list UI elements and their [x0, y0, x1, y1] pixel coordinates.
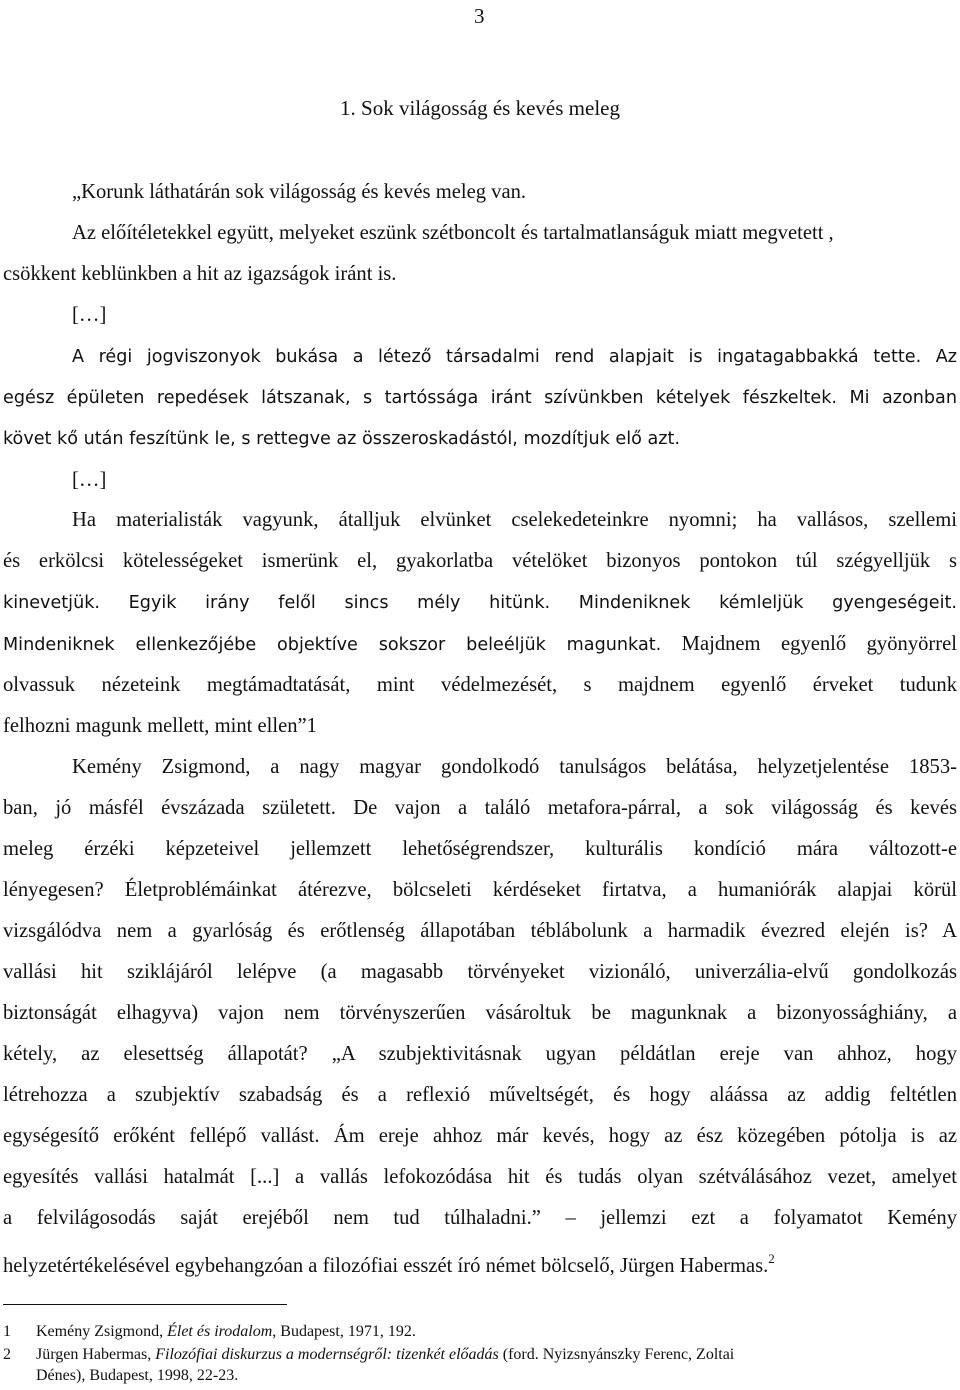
footnote-title: Élet és irodalom	[167, 1323, 273, 1340]
paragraph-line: létrehozza a szubjektív szabadság és a reflexió műveltségét, és hogy aláássa az addig feltétlen	[3, 1084, 957, 1106]
paragraph-line: a felvilágosodás saját erejéből nem tud túlhaladni.” – jellemzi ezt a folyamatot Kemény	[3, 1207, 957, 1229]
chapter-title: 1. Sok világosság és kevés meleg	[340, 96, 620, 120]
footnote-text: Jürgen Habermas,	[36, 1346, 156, 1363]
footnote-title: Filozófiai diskurzus a modernségről: tizenkét előadás	[155, 1346, 499, 1363]
quote-line: A régi jogviszonyok bukása a létező társadalmi rend alapjait is ingatagabbakká tette. Az	[72, 347, 957, 367]
ellipsis-marker: […]	[72, 304, 107, 326]
paragraph-text: helyzetértékelésével egybehangzóan a filozófiai esszét író német bölcselő, Jürgen Habermas.	[3, 1255, 769, 1277]
footnote	[3, 1345, 734, 1365]
footnote-ref: 2	[768, 1251, 775, 1266]
ellipsis-marker: […]	[72, 469, 107, 491]
quote-line: kinevetjük. Egyik irány felől sincs mély hitünk. Mindeniknek kémleljük gyengeségeit.	[3, 593, 957, 613]
footnote-continuation: Dénes), Budapest, 1998, 22-23.	[36, 1367, 239, 1384]
page-number: 3	[474, 4, 485, 28]
quote-line	[3, 632, 957, 657]
footnote-text: , Budapest, 1971, 192.	[272, 1323, 416, 1340]
footnote-text: (ford. Nyizsnyánszky Ferenc, Zoltai	[498, 1346, 735, 1363]
quote-line: Az előítéletekkel együtt, melyeket eszünk szétboncolt és tartalmatlanságuk miatt megvetett ,	[72, 222, 834, 244]
paragraph-line: vizsgálódva nem a gyarlóság és erőtlenség állapotában téblábolunk a harmadik évezred elején is? A	[3, 920, 957, 942]
footnote-number: 2	[3, 1346, 11, 1363]
footnote-number: 1	[3, 1323, 11, 1340]
paragraph-line	[3, 1247, 775, 1278]
quote-segment: Mindeniknek ellenkezőjébe objektíve sokszor beleéljük magunkat.	[3, 635, 662, 655]
paragraph-line: kétely, az elesettség állapotát? „A szubjektivitásnak ugyan példátlan ereje van ahhoz, hogy	[3, 1043, 957, 1065]
paragraph-line: Kemény Zsigmond, a nagy magyar gondolkodó tanulságos belátása, helyzetjelentése 1853-	[72, 756, 957, 778]
quote-line: és erkölcsi kötelességeket ismerünk el, gyakorlatba vételöket bizonyos pontokon túl szégyelljük s	[3, 550, 957, 572]
quote-line: „Korunk láthatárán sok világosság és kevés meleg van.	[72, 181, 527, 203]
quote-line: követ kő után feszítünk le, s rettegve az összeroskadástól, mozdítjuk elő azt.	[3, 429, 680, 449]
paragraph-line: ban, jó másfél évszázada született. De vajon a találó metafora-párral, a sok világosság és kevés	[3, 797, 957, 819]
quote-segment: Majdnem egyenlő gyönyörrel	[661, 633, 957, 655]
paragraph-line: vallási hit sziklájáról lelépve (a magasabb törvényeket vizionáló, univerzália-elvű gondolkozás	[3, 961, 957, 983]
quote-line: egész épületen repedések látszanak, s tartóssága iránt szívünkben kételyek fészkeltek. Mi azonban	[3, 388, 957, 408]
footnote-text: Kemény Zsigmond,	[36, 1323, 168, 1340]
quote-line: felhozni magunk mellett, mint ellen”1	[3, 715, 317, 737]
paragraph-line: meleg érzéki képzeteivel jellemzett lehetőségrendszer, kulturális kondíció mára változott-e	[3, 838, 957, 860]
paragraph-line: lényegesen? Életproblémáinkat átérezve, bölcseleti kérdéseket firtatva, a humaniórák alapjai körül	[3, 879, 957, 901]
paragraph-line: biztonságát elhagyva) vajon nem törvényszerűen vásároltuk be magunknak a bizonyossághiány, a	[3, 1002, 957, 1024]
quote-line: csökkent keblünkben a hit az igazságok iránt is.	[3, 263, 397, 285]
paragraph-line: egyesítés vallási hatalmát [...] a vallás lefokozódása hit és tudás olyan szétválásához vezet, amelyet	[3, 1166, 957, 1188]
quote-line: Ha materialisták vagyunk, átalljuk elvünket cselekedeteinkre nyomni; ha vallásos, szellemi	[72, 509, 957, 531]
quote-line: olvassuk nézeteink megtámadtatását, mint védelmezését, s majdnem egyenlő érveket tudunk	[3, 674, 957, 696]
footnote-divider	[3, 1304, 287, 1305]
paragraph-line: egységesítő erőként fellépő vallást. Ám ereje ahhoz már kevés, hogy az ész közegében pótolja is az	[3, 1125, 957, 1147]
footnote	[3, 1322, 416, 1342]
